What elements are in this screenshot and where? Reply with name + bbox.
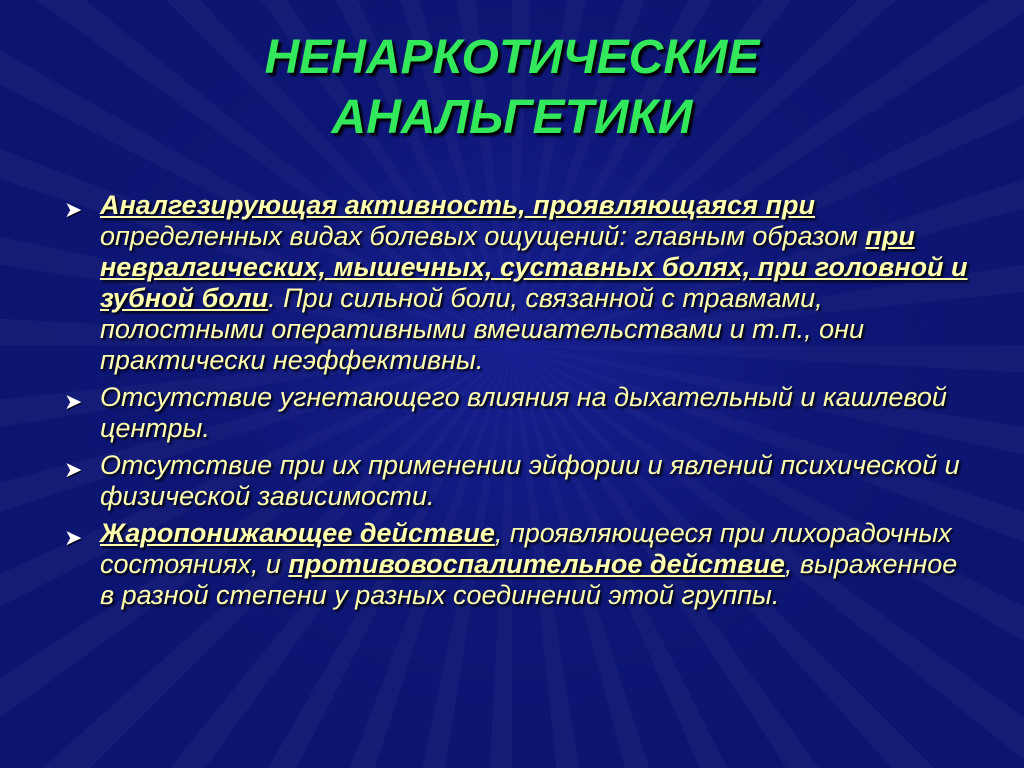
arrowhead-bullet-icon: ➤ [64,457,83,482]
arrowhead-bullet-icon: ➤ [64,525,83,550]
bullet-4-text: , проявляющееся при лихорадочных состояниях, и [100,518,952,579]
bullet-4-strong: Жаропонижающее действие [100,518,495,548]
slide-title [60,28,964,148]
bullet-1-text: определенных видах болевых ощущений: главным образом [100,221,866,251]
bullet-2-text: Отсутствие угнетающего влияния на дыхательный и кашлевой центры. [100,382,947,443]
bullet-4-text-2: , выраженное в разной степени у разных соединений этой группы. [100,549,958,610]
bullet-no-dependence [62,450,972,512]
bullet-1-strong: Аналгезирующая активность, проявляющаяся при [100,190,815,220]
bullet-no-respiratory-depression [62,382,972,444]
bullet-list [62,190,972,617]
title-line-1: НЕНАРКОТИЧЕСКИЕ [264,31,760,84]
bullet-antipyretic-action [62,518,972,611]
bullet-1-strong-2: при невралгических, мышечных, суставных болях, при головной и зубной боли [100,221,968,313]
bullet-4-strong-2: противовоспалительное действие [288,549,785,579]
arrowhead-bullet-icon: ➤ [64,389,83,414]
bullet-3-text: Отсутствие при их применении эйфории и явлений психической и физической зависимости. [100,450,960,511]
bullet-analgesic-activity [62,190,972,376]
bullet-1-text-2: . При сильной боли, связанной с травмами, полостными оперативными вмешательствами и т.п., они практически неэффективны. [100,283,865,375]
title-line-2: АНАЛЬГЕТИКИ [331,91,693,144]
arrowhead-bullet-icon: ➤ [64,197,83,222]
